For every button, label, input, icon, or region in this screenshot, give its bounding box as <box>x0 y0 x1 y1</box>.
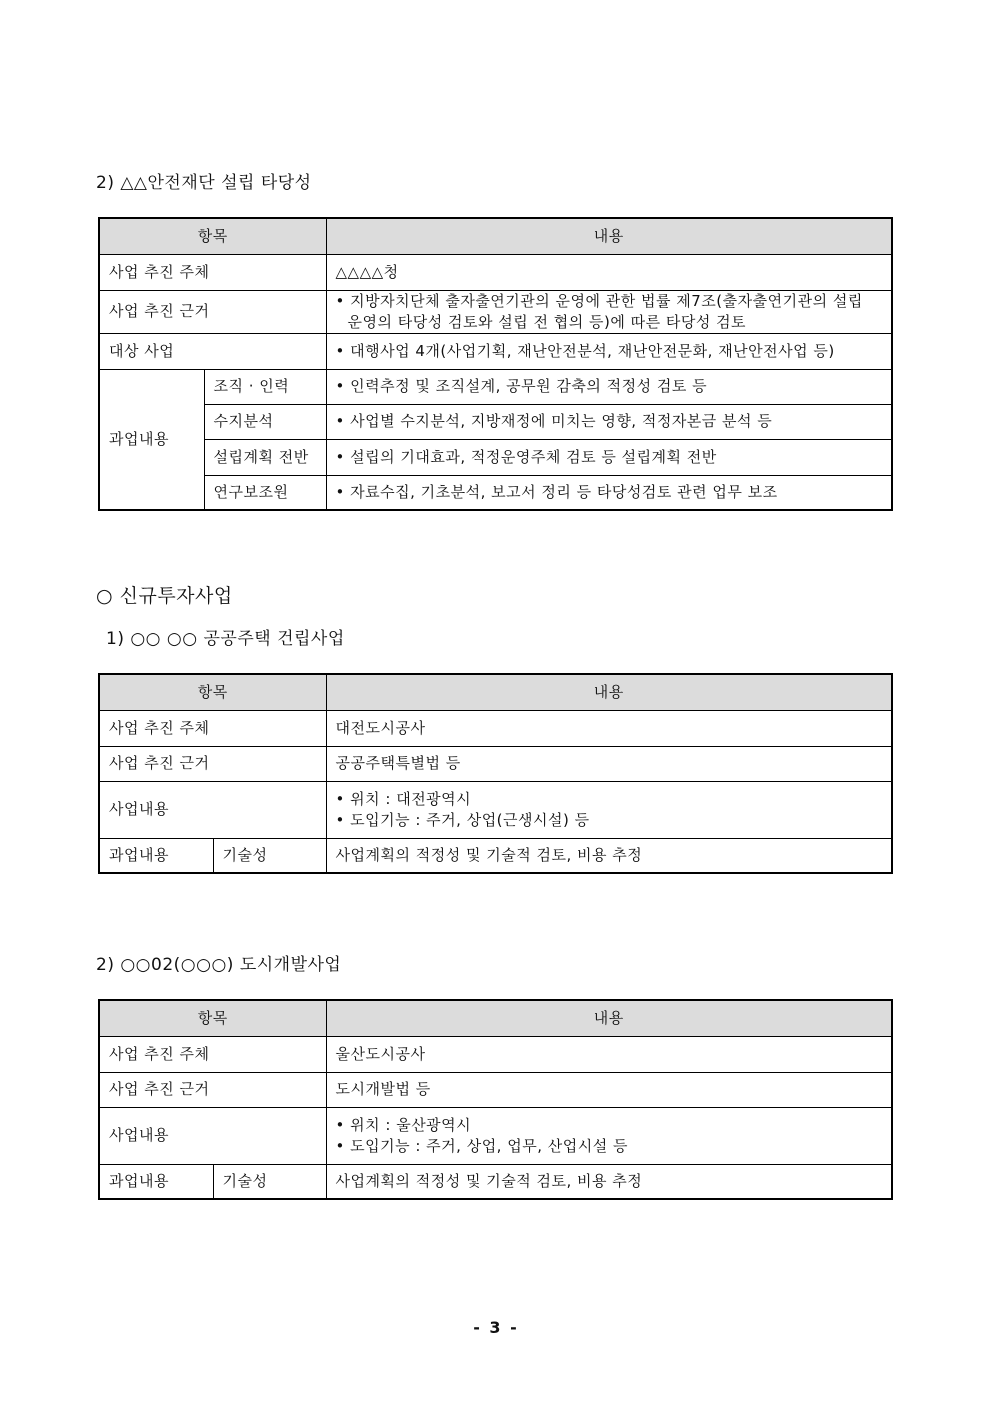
work-item-label: 수지분석 <box>204 404 326 439</box>
header-item: 항목 <box>99 674 326 710</box>
foundation-feasibility-table <box>98 217 893 511</box>
business-functions: • 도입기능 : 주거, 상업, 업무, 산업시설 등 <box>335 1136 628 1155</box>
table-row <box>99 404 892 439</box>
housing-project-table <box>98 673 893 874</box>
row-label-entity: 사업 추진 주체 <box>99 254 326 290</box>
table-row <box>99 254 892 290</box>
row-label-entity: 사업 추진 주체 <box>99 710 326 746</box>
work-item-value: 사업계획의 적정성 및 기술적 검토, 비용 추정 <box>326 838 892 873</box>
basis-text: • 지방자치단체 출자출연기관의 운영에 관한 법률 제7조(출자출연기관의 설립 운영의 타당성 검토와 설립 전 협의 등)에 따른 타당성 검토 <box>335 291 863 331</box>
section-title-new-investment: ○ 신규투자사업 <box>96 585 233 607</box>
row-label-work: 과업내용 <box>99 838 213 873</box>
business-functions: • 도입기능 : 주거, 상업(근생시설) 등 <box>335 810 590 829</box>
business-location: • 위치 : 울산광역시 <box>335 1115 472 1134</box>
work-item-label: 조직 · 인력 <box>204 369 326 404</box>
table-row <box>99 290 892 333</box>
header-content: 내용 <box>326 1000 892 1036</box>
table-row <box>99 746 892 781</box>
row-value-business <box>326 781 892 838</box>
table-row <box>99 369 892 404</box>
table-row <box>99 333 892 369</box>
table-row <box>99 1164 892 1199</box>
table-row <box>99 710 892 746</box>
work-item-label: 기술성 <box>213 838 326 873</box>
business-location: • 위치 : 대전광역시 <box>335 789 472 808</box>
work-item-value: • 사업별 수지분석, 지방재정에 미치는 영향, 적정자본금 분석 등 <box>326 404 892 439</box>
table-row <box>99 439 892 475</box>
row-value-basis <box>326 290 892 333</box>
work-item-value: 사업계획의 적정성 및 기술적 검토, 비용 추정 <box>326 1164 892 1199</box>
row-label-basis: 사업 추진 근거 <box>99 1072 326 1107</box>
table-row <box>99 1072 892 1107</box>
table-header-row <box>99 1000 892 1036</box>
row-value-basis: 공공주택특별법 등 <box>326 746 892 781</box>
header-content: 내용 <box>326 674 892 710</box>
row-value-business <box>326 1107 892 1164</box>
row-label-basis: 사업 추진 근거 <box>99 746 326 781</box>
table-row <box>99 475 892 510</box>
row-label-entity: 사업 추진 주체 <box>99 1036 326 1072</box>
row-label-work: 과업내용 <box>99 369 204 510</box>
row-value-entity: △△△△청 <box>326 254 892 290</box>
section-heading-housing: 1) ○○ ○○ 공공주택 건립사업 <box>106 629 345 649</box>
row-value-target: • 대행사업 4개(사업기획, 재난안전분석, 재난안전문화, 재난안전사업 등) <box>326 333 892 369</box>
work-item-value: • 자료수집, 기초분석, 보고서 정리 등 타당성검토 관련 업무 보조 <box>326 475 892 510</box>
header-item: 항목 <box>99 1000 326 1036</box>
row-value-basis: 도시개발법 등 <box>326 1072 892 1107</box>
table-header-row <box>99 218 892 254</box>
table-row <box>99 1107 892 1164</box>
work-item-value: • 설립의 기대효과, 적정운영주체 검토 등 설립계획 전반 <box>326 439 892 475</box>
row-value-entity: 울산도시공사 <box>326 1036 892 1072</box>
header-content: 내용 <box>326 218 892 254</box>
work-item-label: 연구보조원 <box>204 475 326 510</box>
section-heading-foundation: 2) △△안전재단 설립 타당성 <box>96 173 312 193</box>
row-label-work: 과업내용 <box>99 1164 213 1199</box>
row-label-business: 사업내용 <box>99 1107 326 1164</box>
row-value-entity: 대전도시공사 <box>326 710 892 746</box>
row-label-business: 사업내용 <box>99 781 326 838</box>
table-header-row <box>99 674 892 710</box>
urban-development-table <box>98 999 893 1200</box>
row-label-basis: 사업 추진 근거 <box>99 290 326 333</box>
work-item-value: • 인력추정 및 조직설계, 공무원 감축의 적정성 검토 등 <box>326 369 892 404</box>
row-label-target: 대상 사업 <box>99 333 326 369</box>
work-item-label: 기술성 <box>213 1164 326 1199</box>
section-heading-urban-dev: 2) ○○02(○○○) 도시개발사업 <box>96 955 342 975</box>
table-row <box>99 1036 892 1072</box>
page-number: - 3 - <box>473 1318 519 1337</box>
table-row <box>99 781 892 838</box>
header-item: 항목 <box>99 218 326 254</box>
table-row <box>99 838 892 873</box>
work-item-label: 설립계획 전반 <box>204 439 326 475</box>
